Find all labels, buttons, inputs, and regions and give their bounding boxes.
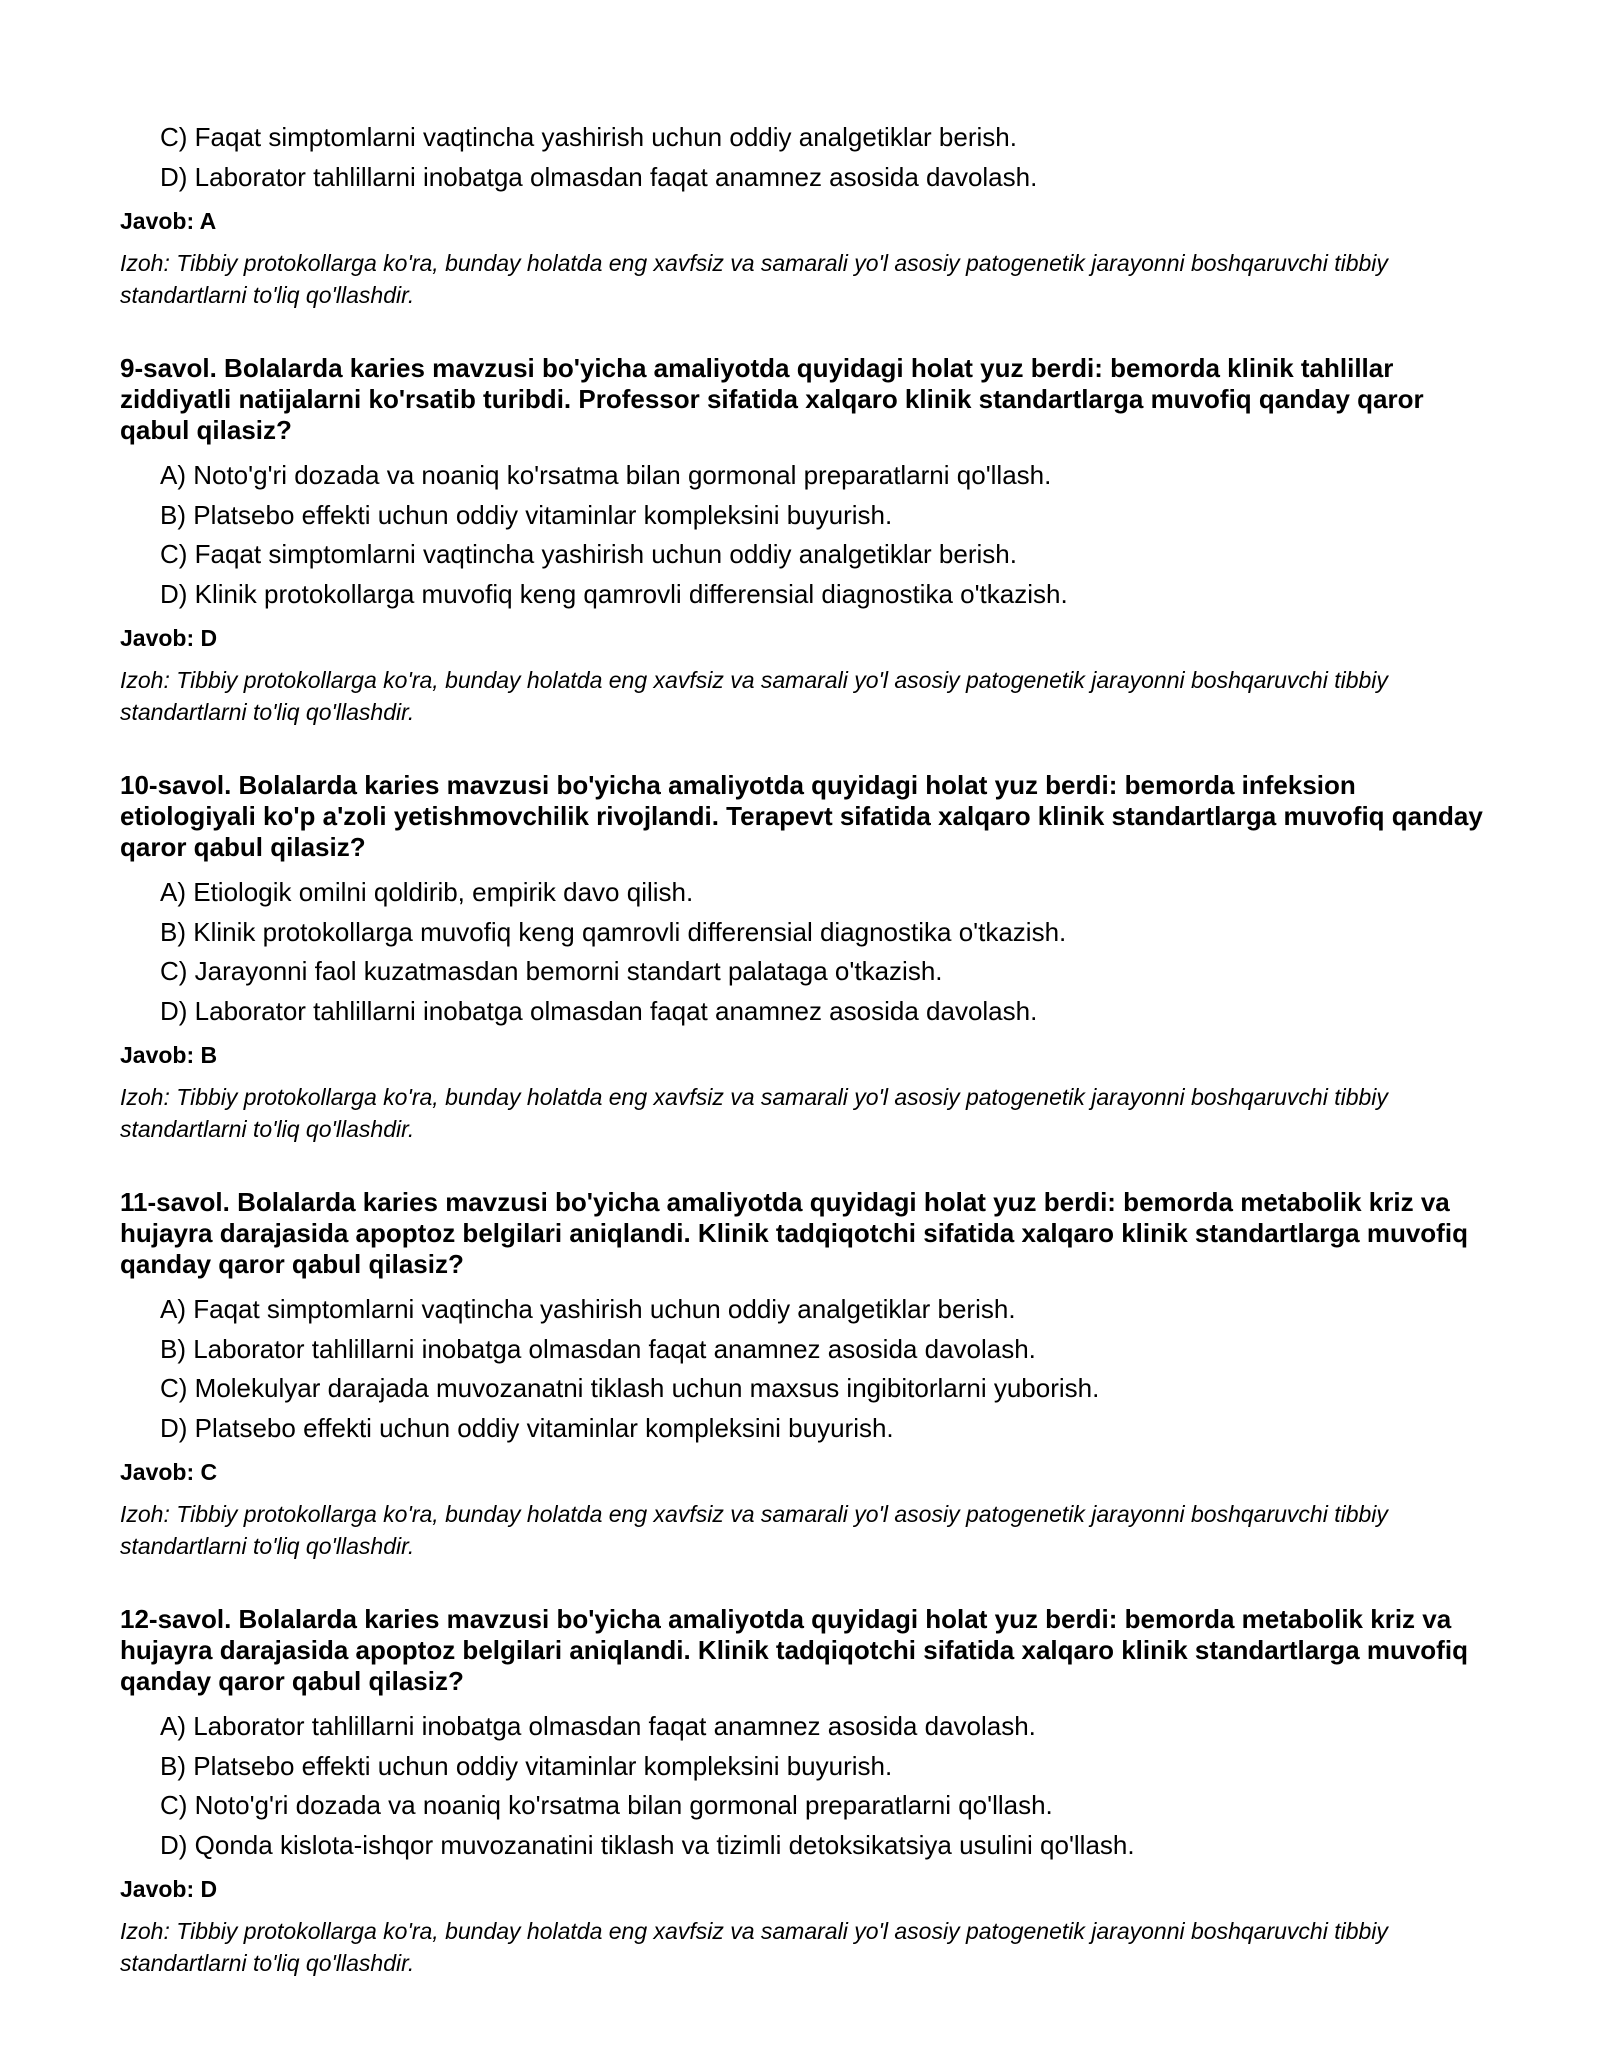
option-d: D) Qonda kislota-ishqor muvozanatini tiklash va tizimli detoksikatsiya usulini qo'llash. xyxy=(160,1829,1135,1860)
question-title: 11-savol. Bolalarda karies mavzusi bo'yicha amaliyotda quyidagi holat yuz berdi: bemorda metabolik kriz va hujayra darajasida apoptoz belgilari aniqlandi. Klinik tadqiqotchi sifatida xalqaro klinik standartlarga muvofiq qanday qaror qabul qilasiz? xyxy=(120,1187,1468,1279)
question-10 xyxy=(120,770,1490,1145)
option-d: D) Laborator tahlillarni inobatga olmasdan faqat anamnez asosida davolash. xyxy=(160,995,1038,1026)
option-b: B) Platsebo effekti uchun oddiy vitaminlar kompleksini buyurish. xyxy=(160,499,893,530)
option-c: C) Noto'g'ri dozada va noaniq ko'rsatma bilan gormonal preparatlarni qo'llash. xyxy=(160,1790,1053,1820)
option-a: A) Etiologik omilni qoldirib, empirik davo qilish. xyxy=(160,877,694,907)
answer-label: Javob: D xyxy=(120,1876,218,1902)
explanation-note: Izoh: Tibbiy protokollarga ko'ra, bunday holatda eng xavfsiz va samarali yo'l asosiy patogenetik jarayonni boshqaruvchi tibbiy standartlarni to'liq qo'llashdir. xyxy=(120,1501,1388,1559)
option-d: D) Klinik protokollarga muvofiq keng qamrovli differensial diagnostika o'tkazish. xyxy=(160,578,1068,609)
question-title: 10-savol. Bolalarda karies mavzusi bo'yicha amaliyotda quyidagi holat yuz berdi: bemorda infeksion etiologiyali ko'p a'zoli yetishmovchilik rivojlandi. Terapevt sifatida xalqaro klinik standartlarga muvofiq qanday qaror qabul qilasiz? xyxy=(120,770,1483,862)
explanation-note: Izoh: Tibbiy protokollarga ko'ra, bunday holatda eng xavfsiz va samarali yo'l asosiy patogenetik jarayonni boshqaruvchi tibbiy standartlarni to'liq qo'llashdir. xyxy=(120,250,1388,308)
question-8-continuation xyxy=(120,118,1490,311)
question-11 xyxy=(120,1187,1490,1562)
question-9 xyxy=(120,353,1490,728)
explanation-note: Izoh: Tibbiy protokollarga ko'ra, bunday holatda eng xavfsiz va samarali yo'l asosiy patogenetik jarayonni boshqaruvchi tibbiy standartlarni to'liq qo'llashdir. xyxy=(120,667,1388,725)
answer-label: Javob: C xyxy=(120,1459,218,1485)
option-list xyxy=(120,1290,1490,1448)
option-c: C) Faqat simptomlarni vaqtincha yashirish uchun oddiy analgetiklar berish. xyxy=(160,539,1017,569)
option-c: C) Molekulyar darajada muvozanatni tiklash uchun maxsus ingibitorlarni yuborish. xyxy=(160,1373,1100,1403)
explanation-note: Izoh: Tibbiy protokollarga ko'ra, bunday holatda eng xavfsiz va samarali yo'l asosiy patogenetik jarayonni boshqaruvchi tibbiy standartlarni to'liq qo'llashdir. xyxy=(120,1918,1388,1976)
option-list xyxy=(120,873,1490,1031)
question-12 xyxy=(120,1604,1490,1979)
option-a: A) Noto'g'ri dozada va noaniq ko'rsatma bilan gormonal preparatlarni qo'llash. xyxy=(160,460,1052,490)
document-page xyxy=(120,118,1490,1979)
option-a: A) Laborator tahlillarni inobatga olmasdan faqat anamnez asosida davolash. xyxy=(160,1711,1036,1741)
option-b: B) Laborator tahlillarni inobatga olmasdan faqat anamnez asosida davolash. xyxy=(160,1333,1036,1364)
option-list xyxy=(120,1707,1490,1865)
option-list xyxy=(120,118,1490,197)
explanation-note: Izoh: Tibbiy protokollarga ko'ra, bunday holatda eng xavfsiz va samarali yo'l asosiy patogenetik jarayonni boshqaruvchi tibbiy standartlarni to'liq qo'llashdir. xyxy=(120,1084,1388,1142)
option-list xyxy=(120,456,1490,614)
option-c: C) Faqat simptomlarni vaqtincha yashirish uchun oddiy analgetiklar berish. xyxy=(160,122,1017,152)
option-c: C) Jarayonni faol kuzatmasdan bemorni standart palataga o'tkazish. xyxy=(160,956,943,986)
answer-label: Javob: D xyxy=(120,625,218,651)
answer-label: Javob: A xyxy=(120,208,217,234)
option-d: D) Platsebo effekti uchun oddiy vitaminlar kompleksini buyurish. xyxy=(160,1412,894,1443)
option-d: D) Laborator tahlillarni inobatga olmasdan faqat anamnez asosida davolash. xyxy=(160,161,1038,192)
question-title: 12-savol. Bolalarda karies mavzusi bo'yicha amaliyotda quyidagi holat yuz berdi: bemorda metabolik kriz va hujayra darajasida apoptoz belgilari aniqlandi. Klinik tadqiqotchi sifatida xalqaro klinik standartlarga muvofiq qanday qaror qabul qilasiz? xyxy=(120,1604,1468,1696)
answer-label: Javob: B xyxy=(120,1042,218,1068)
option-b: B) Klinik protokollarga muvofiq keng qamrovli differensial diagnostika o'tkazish. xyxy=(160,916,1067,947)
question-title: 9-savol. Bolalarda karies mavzusi bo'yicha amaliyotda quyidagi holat yuz berdi: bemorda klinik tahlillar ziddiyatli natijalarni ko'rsatib turibdi. Professor sifatida xalqaro klinik standartlarga muvofiq qanday qaror qabul qilasiz? xyxy=(120,353,1424,445)
option-a: A) Faqat simptomlarni vaqtincha yashirish uchun oddiy analgetiklar berish. xyxy=(160,1294,1016,1324)
option-b: B) Platsebo effekti uchun oddiy vitaminlar kompleksini buyurish. xyxy=(160,1750,893,1781)
